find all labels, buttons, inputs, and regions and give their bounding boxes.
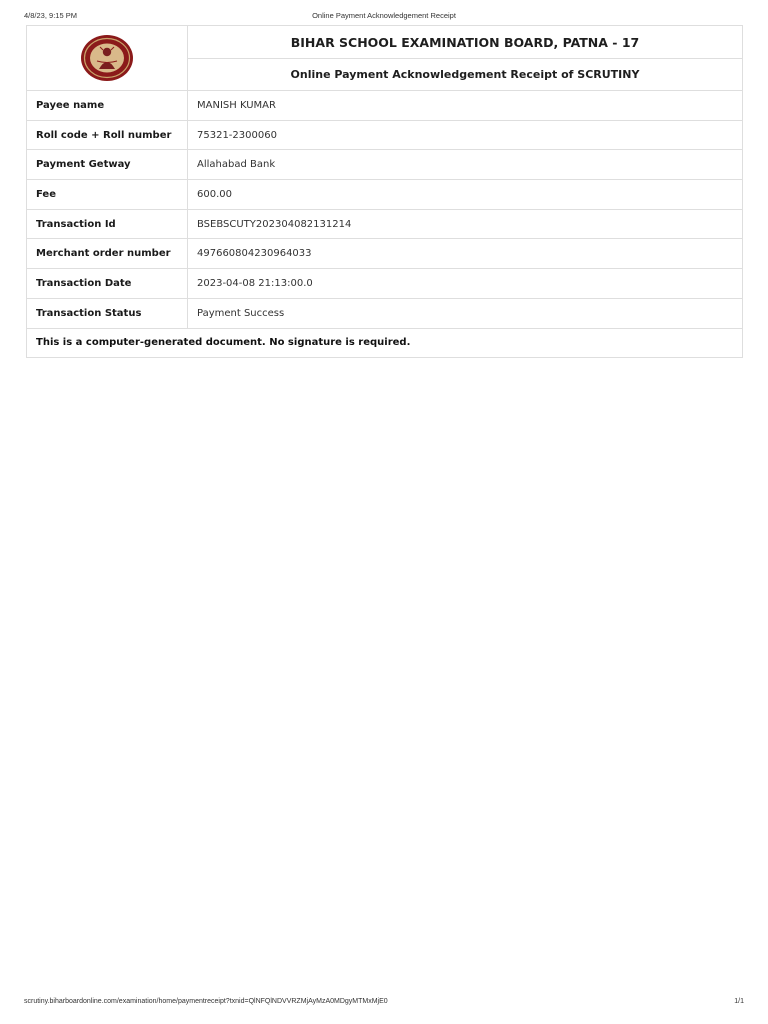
receipt-row-fee: [27, 180, 743, 210]
print-header: [24, 11, 744, 23]
print-url: scrutiny.biharboardonline.com/examination/home/paymentreceipt?txnid=QlNFQlNDVVRZMjAyMzA0MDgyMTMxMjE0: [24, 998, 388, 1005]
field-label: Merchant order number: [27, 239, 188, 269]
receipt-row-roll-number: [27, 120, 743, 150]
field-label: Payee name: [27, 91, 188, 121]
field-label: Payment Getway: [27, 150, 188, 180]
receipt-note-row: [27, 328, 743, 357]
receipt-table: [26, 25, 743, 358]
field-value: BSEBSCUTY202304082131214: [188, 209, 743, 239]
print-datetime: 4/8/23, 9:15 PM: [24, 11, 77, 20]
logo-cell: [27, 26, 188, 91]
field-value: 600.00: [188, 180, 743, 210]
board-seal-icon: [79, 33, 135, 83]
field-label: Fee: [27, 180, 188, 210]
receipt-row-transaction-date: [27, 269, 743, 299]
print-footer: [24, 998, 744, 1010]
field-value: 2023-04-08 21:13:00.0: [188, 269, 743, 299]
receipt-title-subject: SCRUTINY: [577, 68, 640, 81]
field-label: Roll code + Roll number: [27, 120, 188, 150]
receipt-row-payment-gateway: [27, 150, 743, 180]
field-value: Allahabad Bank: [188, 150, 743, 180]
field-label: Transaction Status: [27, 298, 188, 328]
receipt-row-transaction-id: [27, 209, 743, 239]
field-label: Transaction Id: [27, 209, 188, 239]
receipt-title: [188, 59, 743, 91]
field-value: 75321-2300060: [188, 120, 743, 150]
field-label: Transaction Date: [27, 269, 188, 299]
receipt-title-prefix: Online Payment Acknowledgement Receipt of: [290, 68, 578, 81]
receipt-row-payee-name: [27, 91, 743, 121]
computer-generated-note: This is a computer-generated document. No signature is required.: [27, 328, 743, 357]
receipt-header-row: [27, 26, 743, 59]
field-value: 497660804230964033: [188, 239, 743, 269]
board-title: BIHAR SCHOOL EXAMINATION BOARD, PATNA - 17: [188, 26, 743, 59]
field-value: Payment Success: [188, 298, 743, 328]
receipt-row-merchant-order: [27, 239, 743, 269]
field-value: MANISH KUMAR: [188, 91, 743, 121]
print-page-title: Online Payment Acknowledgement Receipt: [312, 11, 456, 20]
print-page-number: 1/1: [734, 998, 744, 1005]
receipt-row-transaction-status: [27, 298, 743, 328]
